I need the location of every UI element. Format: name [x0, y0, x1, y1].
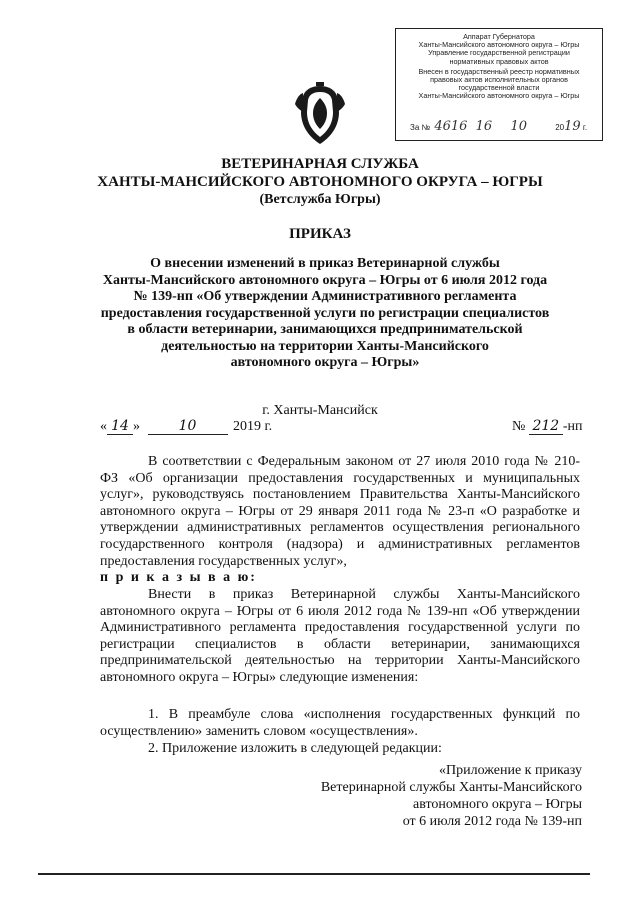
title-line: предоставления государственной услуги по регистрации специалистов — [100, 305, 550, 321]
document-type: ПРИКАЗ — [289, 226, 351, 242]
document-title — [90, 256, 560, 372]
preamble-text: В соответствии с Федеральным законом от 27 июля 2010 года № 210-ФЗ «Об организации предоставления государственных и муниципальных услуг», руководствуясь постановлением Правительства Ханты-Мансийского автономного округа – Югры от 29 января 2011 года № 23-п «О разработке и утверждении административных регламентов осуществления регионального государственного контроля (надзора) и административных регламентов предоставления государственных услуг», — [100, 454, 580, 569]
preamble-paragraph — [100, 454, 580, 570]
stamp-reg-year: 19 — [564, 118, 581, 134]
appendix-line: автономного округа – Югры — [413, 797, 582, 812]
operative-paragraph — [100, 587, 580, 687]
stamp-reg-year-prefix: 20 — [555, 122, 565, 132]
org-name-line1: ВЕТЕРИНАРНАЯ СЛУЖБА — [221, 156, 419, 172]
stamp-block-2 — [401, 68, 597, 101]
title-line: Ханты-Мансийского автономного округа – Югры от 6 июля 2012 года — [102, 272, 548, 288]
stamp-line: государственной власти — [458, 83, 540, 93]
place-of-issue: г. Ханты-Мансийск — [262, 403, 378, 418]
item-1-text: 1. В преамбуле слова «исполнения государственных функций по осуществлению» заменить словом «осуществления». — [100, 707, 580, 739]
item-2-text: 2. Приложение изложить в следующей редакции: — [148, 741, 442, 756]
title-line: автономного округа – Югры» — [230, 355, 420, 370]
appendix-line: Ветеринарной службы Ханты-Мансийского — [320, 780, 582, 795]
title-line: № 139-нп «Об утверждении Административного регламента — [133, 289, 517, 304]
date-quote-open: « — [100, 419, 107, 434]
appendix-line: «Приложение к приказу — [439, 763, 582, 778]
stamp-reg-month: 10 — [510, 118, 527, 134]
title-line: О внесении изменений в приказ Ветеринарной службы — [150, 256, 500, 271]
order-word-text: п р и к а з ы в а ю: — [100, 570, 257, 585]
order-word — [100, 570, 580, 587]
stamp-line: Управление государственной регистрации — [428, 48, 570, 58]
stamp-registration-line — [410, 118, 590, 134]
order-number-prefix: № — [512, 419, 526, 434]
date-quote-close: » — [133, 419, 140, 434]
stamp-line: правовых актов исполнительных органов — [430, 75, 568, 85]
coat-of-arms-emblem — [291, 82, 349, 148]
org-name-line2: ХАНТЫ-МАНСИЙСКОГО АВТОНОМНОГО ОКРУГА – ЮГРЫ — [97, 174, 543, 190]
stamp-reg-number: 4616 — [434, 118, 468, 134]
stamp-line: Ханты-Мансийского автономного округа – Югры — [418, 40, 580, 50]
stamp-line: Внесен в государственный реестр нормативных — [418, 66, 580, 76]
item-1-paragraph — [100, 707, 580, 740]
order-number — [512, 418, 583, 435]
stamp-reg-prefix: За № — [410, 122, 431, 132]
stamp-reg-day: 16 — [475, 118, 493, 134]
date-month: 10 — [148, 418, 228, 435]
stamp-line: Аппарат Губернатора — [463, 32, 535, 41]
stamp-line: Ханты-Мансийского автономного округа – Югры — [418, 91, 580, 101]
order-date — [100, 418, 272, 435]
appendix-reference — [321, 762, 582, 830]
operative-text: Внести в приказ Ветеринарной службы Ханты-Мансийского автономного округа – Югры от 6 июля 2012 года № 139-нп «Об утверждении Административного регламента предоставления государственной услуги по регистрации специалистов в области ветеринарии, занимающихся предпринимательской деятельностью на территории Ханты-Мансийского автономного округа – Югры» следующие изменения: — [100, 587, 580, 685]
appendix-line: от 6 июля 2012 года № 139-нп — [402, 814, 582, 829]
org-short-name: (Ветслужба Югры) — [259, 192, 381, 207]
stamp-line: нормативных правовых актов — [449, 56, 549, 66]
item-2-paragraph — [100, 741, 580, 758]
registration-stamp — [395, 28, 603, 141]
date-day: 14 — [107, 418, 133, 435]
order-number-value: 212 — [529, 418, 563, 435]
bottom-edge-line — [38, 873, 590, 875]
title-line: деятельностью на территории Ханты-Мансийского — [161, 338, 489, 354]
order-number-suffix: -нп — [562, 419, 583, 434]
date-year: 2019 г. — [233, 419, 273, 434]
stamp-block-1 — [401, 33, 597, 66]
stamp-reg-suffix: г. — [582, 122, 588, 132]
title-line: в области ветеринарии, занимающихся предпринимательской — [127, 322, 523, 337]
